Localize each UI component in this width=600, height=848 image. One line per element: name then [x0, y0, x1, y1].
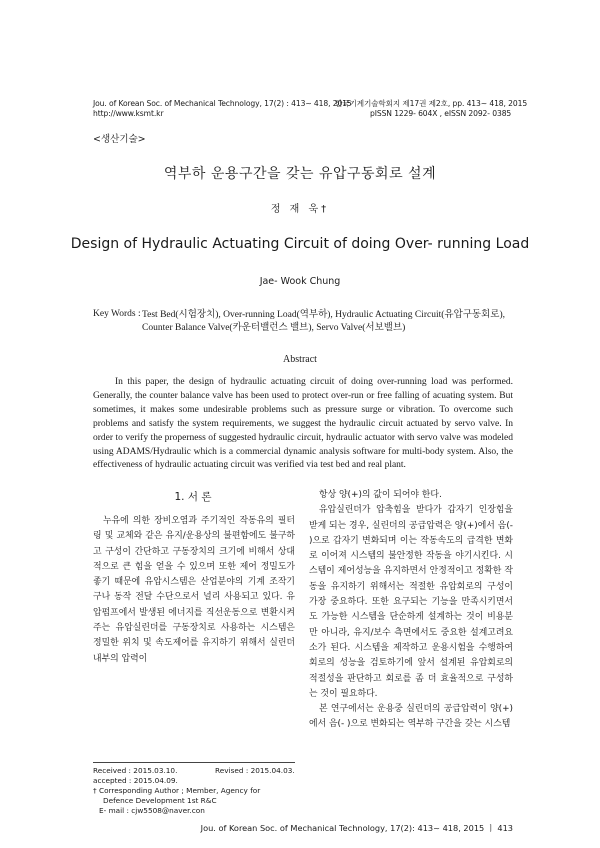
abstract-heading: Abstract — [283, 354, 317, 365]
author-korean: 정 재 욱† — [270, 204, 330, 215]
journal-citation-ko: 한국기계기술학회지 제17권 제2호, pp. 413~ 418, 2015 — [335, 99, 528, 108]
accepted-date: accepted : 2015.04.09. — [93, 776, 178, 785]
journal-header-left — [93, 99, 352, 118]
paper-title-english: Design of Hydraulic Actuating Circuit of doing Over- running Load — [70, 236, 530, 252]
revised-date: Revised : 2015.04.03. — [215, 766, 295, 775]
paper-title-korean: 역부하 운용구간을 갖는 유압구동회로 설계 — [163, 166, 437, 182]
right-column-paragraph-2: 유압실린더가 압축힘을 받다가 갑자기 인장힘을 받게 되는 경우, 실린더의 공급압력은 양(+)에서 음(- )으로 갑자기 변화되며 이는 작동속도의 급격한 변화로 이어져 시스템의 불안정한 작동을 야기시킨다. 시스템이 제어성능을 유지하면서 안정적이고 정확한 작동을 유지하기 위해서는 적절한 유압회로의 구성이 가장 중요하다. 또한 요구되는 기능을 만족시키면서도 가능한 시스템을 단순하게 설계하는 것이 비용분만 아니라, 유지/보수 측면에서도 중요한 설계고려요소가 된다. 시스템을 제작하고 운용시험을 수행하여 회로의 성능을 검토하기에 앞서 설계된 유압회로의 적절성을 판단하고 회로를 좀 더 효율적으로 구성하는 것이 필요하다. — [309, 505, 513, 699]
received-date: Received : 2015.03.10. — [93, 766, 178, 775]
right-column-paragraph-1: 항상 양(+)의 값이 되어야 한다. — [319, 490, 442, 500]
author-english: Jae- Wook Chung — [259, 276, 341, 287]
right-column-paragraph-3: 본 연구에서는 운용중 실린더의 공급압력이 양(+)에서 음(- )으로 변화되는 역부하 구간을 갖는 시스템 — [309, 704, 513, 730]
author-email[interactable]: E- mail : cjw5508@naver.con — [99, 806, 205, 815]
section-heading-introduction: 1. 서 론 — [174, 491, 212, 503]
intro-right-column — [309, 488, 513, 733]
footnote-divider — [93, 762, 295, 763]
journal-url[interactable]: http://www.ksmt.kr — [93, 108, 164, 118]
page-footer: Jou. of Korean Soc. of Mechanical Technology, 17(2): 413~ 418, 2015 ㅣ 413 — [200, 823, 513, 833]
corresponding-author-line1: † Corresponding Author ; Member, Agency for — [93, 786, 261, 795]
journal-header-right — [335, 99, 527, 118]
section-category-tag: <생산기술> — [93, 134, 146, 145]
keywords-text: Test Bed(시험장치), Over-running Load(역부하), Hydraulic Actuating Circuit(유압구동회로), Counter Balance Valve(카운터밸런스 밸브), Servo Valve(서보밸브) — [142, 310, 505, 333]
abstract-body: In this paper, the design of hydraulic actuating circuit of doing over-running load was performed. Generally, the counter balance valve has been used to protect over-run or free falling of acuating system. But sometimes, it makes some undesirable problems such as pressure surge or vibration. To overcome such problems and satisfy the system requirements, we suggest the hydraulic circuit actuated by servo valve. In order to verify the properness of suggested hydraulic circuit, hydraulic actuator with servo valve was modeled using ADAMS/Hydraulic which is a commercial dynamic analysis software for multi-body system. Also, the effectiveness of hydraulic actuating circuit was verified via test bed and real plant. — [93, 377, 513, 471]
keywords-label: Key Words : — [93, 309, 141, 319]
intro-left-column: 누유에 의한 장비오염과 주기적인 작동유의 필터링 및 교체와 같은 유지/운용상의 불편함에도 불구하고 구성이 간단하고 구동장치의 크기에 비해서 상대적으로 큰 힘을 얻을 수 있으며 또한 제어 정밀도가 좋기 때문에 유압시스템은 산업분야의 기계 조작기구나 동작 전달 수단으로서 널리 사용되고 있다. 유압펌프에서 발생된 에너지를 직선운동으로 변환시켜주는 유압실린더를 구동장치로 사용하는 시스템은 정밀한 위치 및 속도제어를 유지하기 위해서 실린더 내부의 압력이 — [93, 516, 295, 664]
corresponding-author-line2: Defence Development 1st R&C — [103, 796, 217, 805]
issn-line: pISSN 1229- 604X , eISSN 2092- 0385 — [370, 108, 512, 118]
journal-citation-en: Jou. of Korean Soc. of Mechanical Technology, 17(2) : 413~ 418, 2015 — [93, 99, 352, 108]
